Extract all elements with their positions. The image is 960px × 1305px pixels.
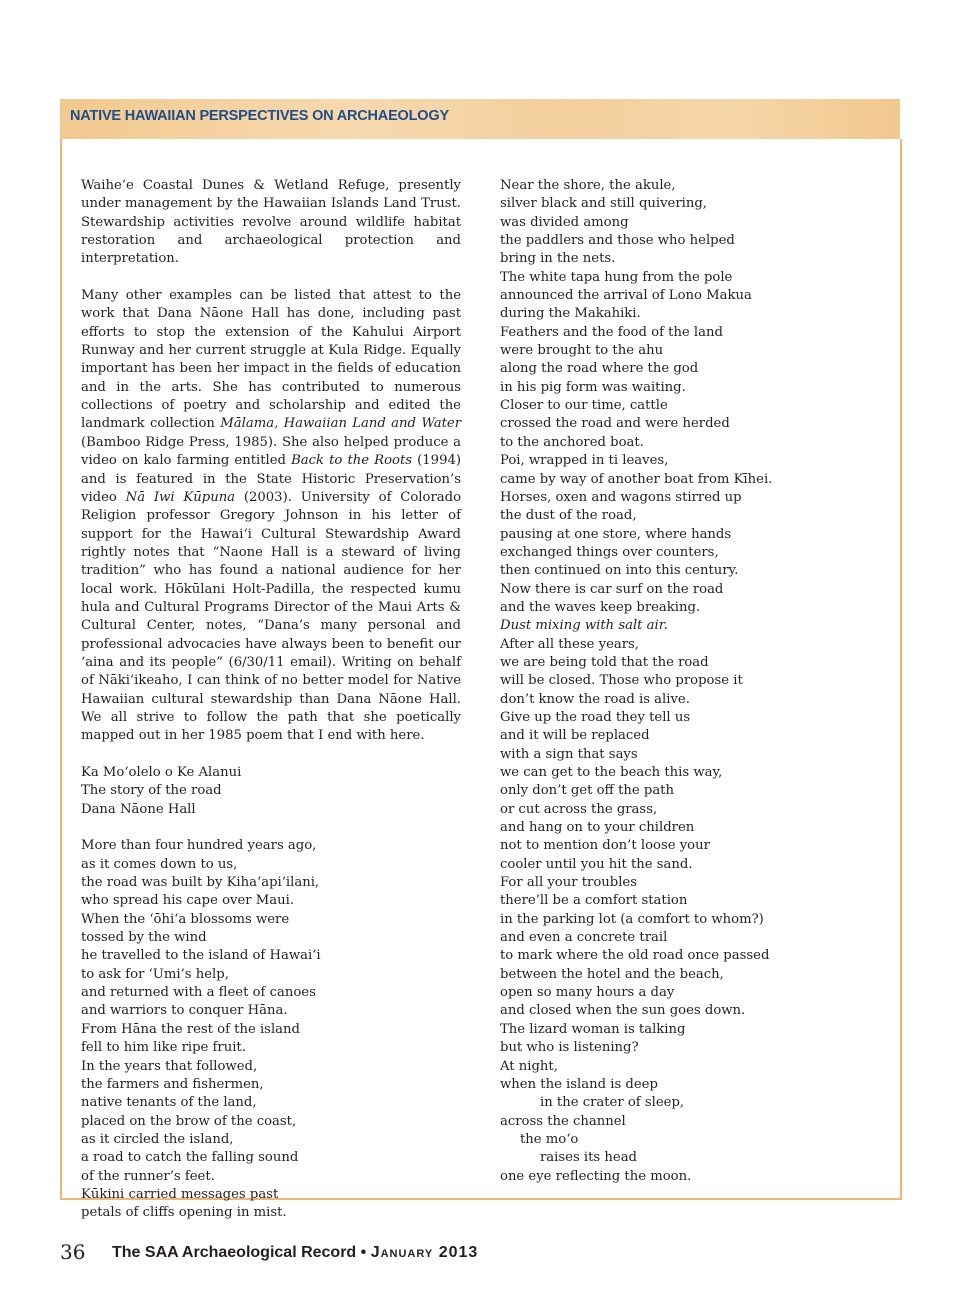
poem-part-two: [500, 177, 880, 1186]
poem-line: there’ll be a comfort station: [500, 893, 688, 909]
poem-line: Near the shore, the akule,: [500, 178, 676, 193]
poem-line: the dust of the road,: [500, 508, 637, 524]
poem-line: At night,: [500, 1058, 558, 1074]
poem-line: a road to catch the falling sound: [81, 1150, 299, 1166]
poem-line: fell to him like ripe fruit.: [81, 1040, 246, 1056]
poem-line: Closer to our time, cattle: [500, 398, 668, 414]
poem-author: Dana Nāone Hall: [81, 801, 196, 817]
poem-line: as it circled the island,: [81, 1131, 234, 1147]
poem-line: Poi, wrapped in ti leaves,: [500, 453, 669, 469]
poem-heading: [81, 764, 461, 819]
poem-line: The lizard woman is talking: [500, 1021, 686, 1037]
video-title: Back to the Roots: [291, 453, 413, 469]
poem-line: as it comes down to us,: [81, 856, 238, 872]
poem-line: came by way of another boat from Kīhei.: [500, 471, 773, 487]
poem-line: announced the arrival of Lono Makua: [500, 288, 752, 304]
poem-line: bring in the nets.: [500, 251, 616, 267]
poem-line: and warriors to conquer Hāna.: [81, 1003, 288, 1019]
poem-line: the mo‘o: [520, 1131, 579, 1147]
poem-line: the paddlers and those who helped: [500, 233, 735, 249]
poem-title-english: The story of the road: [81, 783, 222, 799]
poem-line: between the hotel and the beach,: [500, 966, 724, 982]
poem-line: and hang on to your children: [500, 820, 695, 836]
poem-line: to the anchored boat.: [500, 434, 644, 450]
poem-line: when the island is deep: [500, 1076, 658, 1092]
right-column: [500, 177, 880, 1186]
poem-line: with a sign that says: [500, 746, 638, 762]
poem-line: tossed by the wind: [81, 930, 207, 946]
poem-line: along the road where the god: [500, 361, 699, 377]
poem-line: were brought to the ahu: [500, 343, 664, 359]
poem-line: in the crater of sleep,: [540, 1095, 685, 1111]
poem-line: From Hāna the rest of the island: [81, 1021, 300, 1037]
poem-line: we are being told that the road: [500, 654, 709, 670]
poem-line: will be closed. Those who propose it: [500, 673, 743, 689]
poem-line: placed on the brow of the coast,: [81, 1113, 297, 1129]
section-title: NATIVE HAWAIIAN PERSPECTIVES ON ARCHAEOLOGY: [70, 108, 449, 124]
poem-line: to mark where the old road once passed: [500, 948, 770, 964]
poem-line: we can get to the beach this way,: [500, 765, 723, 780]
publication-line: [112, 1244, 478, 1262]
poem-line: crossed the road and were herded: [500, 416, 730, 432]
poem-line: but who is listening?: [500, 1040, 639, 1056]
book-title: Mālama, Hawaiian Land and Water: [220, 416, 462, 432]
poem-line: Dust mixing with salt air.: [500, 618, 668, 634]
poem-line: and even a concrete trail: [500, 930, 668, 946]
poem-line: don’t know the road is alive.: [500, 691, 690, 707]
poem-line: of the runner’s feet.: [81, 1168, 215, 1184]
poem-line: the road was built by Kiha‘api‘ilani,: [81, 875, 320, 891]
poem-line: When the ‘ōhi‘a blossoms were: [81, 911, 290, 927]
poem-line: pausing at one store, where hands: [500, 526, 732, 542]
poem-line: native tenants of the land,: [81, 1095, 257, 1111]
poem-line: who spread his cape over Maui.: [81, 893, 295, 909]
body-paragraph: Many other examples can be listed that attest to the work that Dana Nāone Hall has done, including past efforts to stop the extension of the Kahului Airport Runway and her current struggle at Kula Ridge. Equally important has been her impact in the fields of education and in the arts. She has contributed to numerous collections of poetry and scholarship and edited the landmark collection Mālama, Hawaiian Land and Water (Bamboo Ridge Press, 1985). She also helped produce a video on kalo farming entitled Back to the Roots (1994) and is featured in the State Historic Preservation’s video Nā Iwi Kūpuna (2003). University of Colorado Religion professor Gregory Johnson in his letter of support for the Hawai‘i Cultural Stewardship Award rightly notes that “Naone Hall is a steward of living tradition” who has found a national audience for her local work. Hōkūlani Holt-Padilla, the respected kumu hula and Cultural Programs Director of the Maui Arts & Cultural Center, notes, “Dana’s many personal and professional advocacies have always been to benefit our ‘aina and its people” (6/30/11 email). Writing on behalf of Nāki‘ikeaho, I can think of no better model for Native Hawaiian cultural stewardship than Dana Nāone Hall. We all strive to follow the path that she poetically mapped out in her 1985 poem that I end with here.: [81, 288, 462, 744]
poem-line: in his pig form was waiting.: [500, 379, 686, 395]
poem-line: open so many hours a day: [500, 985, 675, 1001]
poem-line: Kūkini carried messages past: [81, 1186, 279, 1202]
poem-line: during the Makahiki.: [500, 306, 641, 322]
poem-title-hawaiian: Ka Mo‘olelo o Ke Alanui: [81, 765, 242, 780]
page-number: 36: [60, 1240, 86, 1264]
poem-line: only don’t get off the path: [500, 783, 674, 799]
video-title: Nā Iwi Kūpuna: [125, 489, 236, 505]
poem-line: he travelled to the island of Hawai‘i: [81, 948, 321, 964]
poem-line: to ask for ‘Umi’s help,: [81, 966, 229, 982]
poem-line: The white tapa hung from the pole: [500, 269, 733, 285]
poem-line: exchanged things over counters,: [500, 544, 719, 560]
issue-date: January 2013: [370, 1244, 479, 1261]
poem-line: the farmers and fishermen,: [81, 1076, 264, 1092]
poem-line: More than four hundred years ago,: [81, 838, 317, 854]
section-banner: [60, 99, 900, 139]
left-column: [81, 177, 461, 1223]
poem-line: raises its head: [540, 1150, 637, 1166]
poem-line: or cut across the grass,: [500, 801, 658, 817]
poem-line: and the waves keep breaking.: [500, 599, 701, 615]
poem-line: For all your troubles: [500, 875, 637, 891]
poem-line: and returned with a fleet of canoes: [81, 985, 316, 1001]
poem-line: silver black and still quivering,: [500, 196, 708, 212]
poem-part-one: [81, 837, 461, 1222]
poem-line: then continued on into this century.: [500, 563, 739, 579]
poem-line: was divided among: [500, 214, 629, 230]
poem-line: and it will be replaced: [500, 728, 650, 744]
poem-line: petals of cliffs opening in mist.: [81, 1205, 287, 1221]
body-paragraph: Waihe‘e Coastal Dunes & Wetland Refuge, presently under management by the Hawaiian Islands Land Trust. Stewardship activities revolve around wildlife habitat restoration and archaeological protection and interpretation.: [81, 178, 461, 267]
poem-line: not to mention don’t loose your: [500, 838, 710, 854]
poem-line: After all these years,: [500, 636, 640, 652]
poem-line: Now there is car surf on the road: [500, 581, 724, 597]
publication-name: The SAA Archaeological Record •: [112, 1244, 367, 1261]
poem-line: Give up the road they tell us: [500, 709, 691, 725]
poem-line: Feathers and the food of the land: [500, 324, 723, 340]
poem-line: Horses, oxen and wagons stirred up: [500, 489, 742, 505]
poem-line: and closed when the sun goes down.: [500, 1003, 746, 1019]
poem-line: In the years that followed,: [81, 1058, 258, 1074]
poem-line: across the channel: [500, 1113, 626, 1129]
poem-line: one eye reflecting the moon.: [500, 1168, 692, 1184]
poem-line: cooler until you hit the sand.: [500, 856, 693, 872]
poem-line: in the parking lot (a comfort to whom?): [500, 911, 764, 927]
